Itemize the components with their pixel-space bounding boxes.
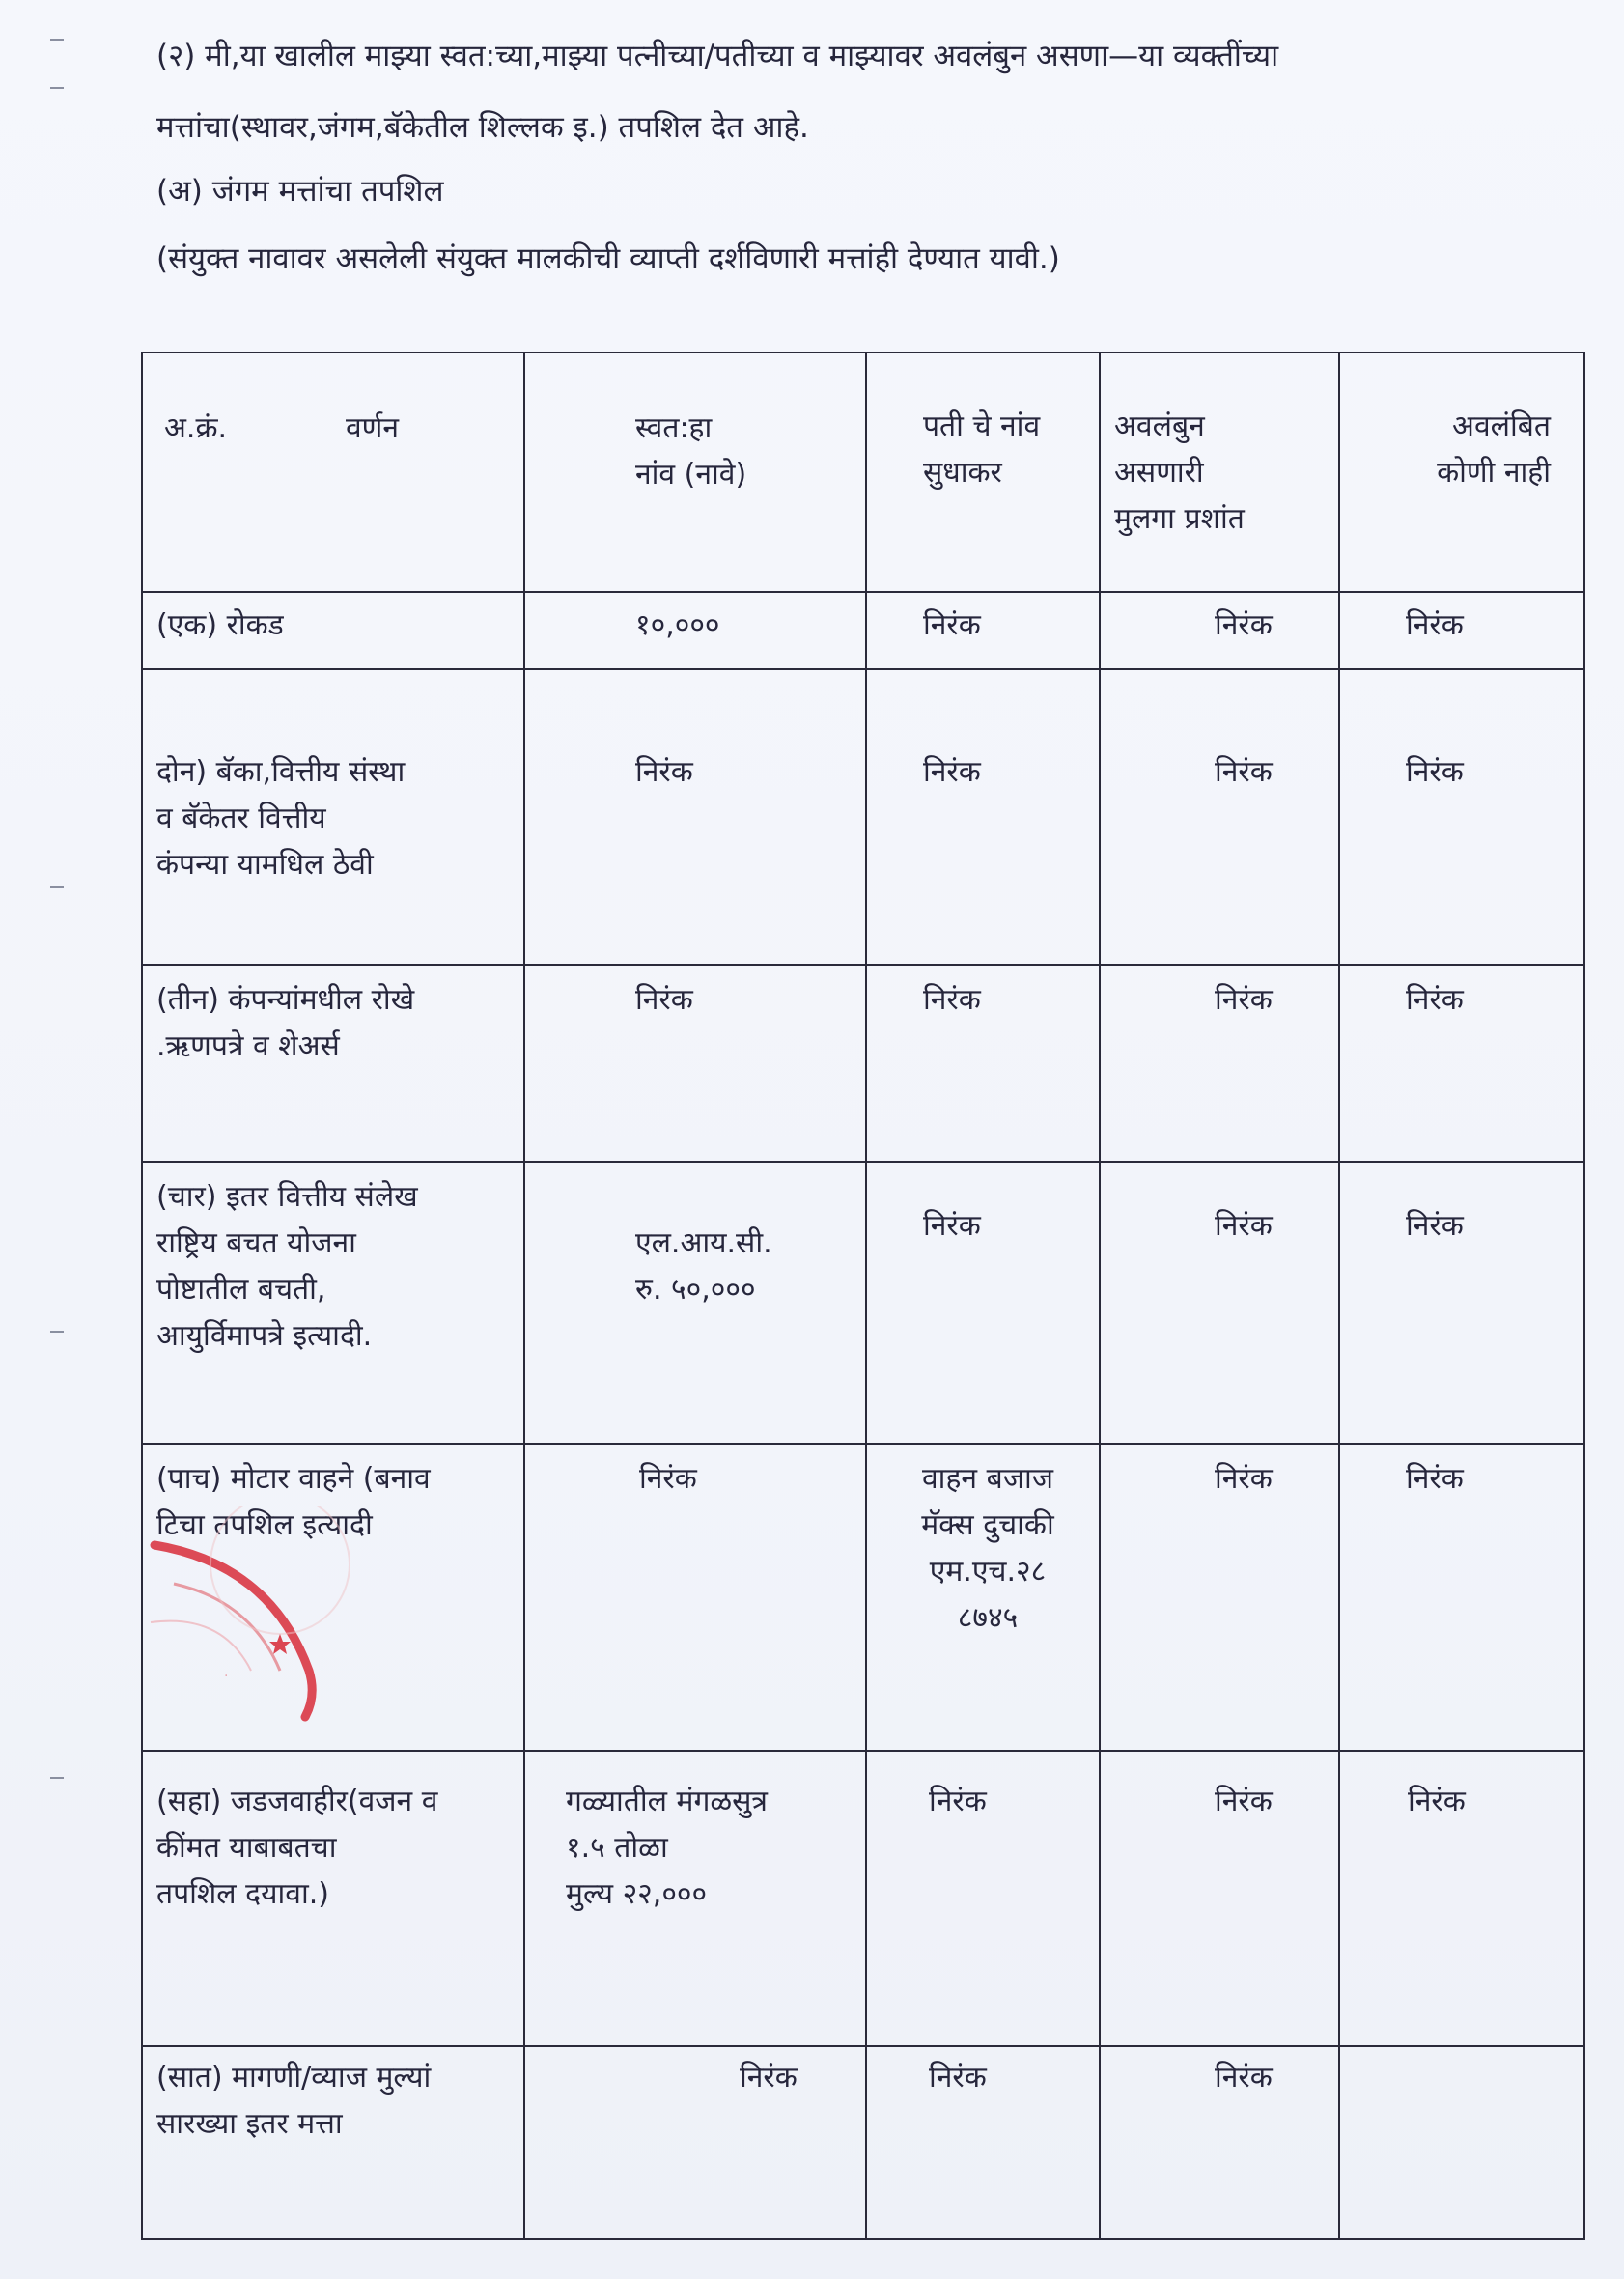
header-spouse: पती चे नांव सुधाकर — [923, 409, 1041, 490]
row-7-self: निरंक — [740, 2061, 798, 2095]
column-rule — [1338, 353, 1340, 2238]
row-2-dependent-2: निरंक — [1406, 755, 1464, 789]
margin-mark — [50, 886, 64, 888]
intro-line-4: (संयुक्त नावावर असलेली संयुक्त मालकीची व्याप्ती दर्शविणारी मत्तांही देण्यात यावी.) — [156, 241, 1060, 276]
row-4-description: (चार) इतर वित्तीय संलेख राष्ट्रिय बचत योजना पोष्टातील बचती, आयुर्विमापत्रे इत्यादी. — [156, 1180, 418, 1353]
row-4-spouse: निरंक — [923, 1209, 981, 1243]
row-6-dependent-1: निरंक — [1215, 1785, 1273, 1818]
row-1-spouse: निरंक — [923, 608, 981, 642]
row-5-description: (पाच) मोटार वाहने (बनाव टिचा तपशिल इत्यादी — [156, 1462, 431, 1542]
row-4-dependent-1: निरंक — [1215, 1209, 1273, 1243]
row-rule — [143, 1161, 1583, 1163]
row-6-description: (सहा) जडजवाहीर(वजन व कींमत याबाबतचा तपशिल दयावा.) — [156, 1785, 438, 1911]
row-rule — [143, 2045, 1583, 2047]
row-1-description: (एक) रोकड — [156, 608, 284, 642]
row-3-description: (तीन) कंपन्यांमधील रोखे .ऋणपत्रे व शेअर्स — [156, 983, 415, 1063]
margin-mark — [50, 39, 64, 41]
row-2-spouse: निरंक — [923, 755, 981, 789]
row-6-spouse: निरंक — [929, 1785, 987, 1818]
row-rule — [143, 1443, 1583, 1445]
row-2-self: निरंक — [635, 755, 693, 789]
margin-mark — [50, 1777, 64, 1779]
row-3-spouse: निरंक — [923, 983, 981, 1017]
row-6-dependent-2: निरंक — [1408, 1785, 1466, 1818]
row-rule — [143, 1750, 1583, 1752]
row-7-spouse: निरंक — [929, 2061, 987, 2095]
row-5-dependent-2: निरंक — [1406, 1462, 1464, 1496]
row-1-self: १०,००० — [635, 608, 720, 642]
row-3-dependent-2: निरंक — [1406, 983, 1464, 1017]
official-seal-stamp — [135, 1506, 386, 1729]
row-rule — [143, 591, 1583, 593]
row-3-dependent-1: निरंक — [1215, 983, 1273, 1017]
column-rule — [523, 353, 525, 2238]
row-2-description: दोन) बॅका,वित्तीय संस्था व बॅकेतर वित्तीय कंपन्या यामधिल ठेवी — [156, 755, 406, 882]
row-7-dependent-1: निरंक — [1215, 2061, 1273, 2095]
column-rule — [1099, 353, 1101, 2238]
row-1-dependent-2: निरंक — [1406, 608, 1464, 642]
row-4-self: एल.आय.सी. रु. ५०,००० — [635, 1226, 772, 1307]
margin-mark — [50, 1331, 64, 1333]
row-7-description: (सात) मागणी/व्याज मुल्यां सारख्या इतर मत्ता — [156, 2061, 432, 2141]
column-rule — [865, 353, 867, 2238]
header-dependent-1: अवलंबुन असणारी मुलगा प्रशांत — [1114, 409, 1245, 536]
row-1-dependent-1: निरंक — [1215, 608, 1273, 642]
intro-line-3: (अ) जंगम मत्तांचा तपशिल — [156, 174, 444, 209]
row-3-self: निरंक — [635, 983, 693, 1017]
header-description: वर्णन — [346, 411, 400, 445]
row-rule — [143, 964, 1583, 966]
svg-text:.: . — [224, 1665, 229, 1680]
header-self: स्वत:हा नांव (नावे) — [635, 411, 747, 492]
header-dependent-2: अवलंबित कोणी नाही — [1437, 409, 1551, 490]
row-6-self: गळ्यातील मंगळसुत्र १.५ तोळा मुल्य २२,००० — [566, 1785, 768, 1911]
movable-assets-table — [141, 352, 1585, 2240]
header-serial: अ.क्रं. — [164, 411, 228, 445]
row-5-spouse: वाहन बजाज मॅक्स दुचाकी एम.एच.२८ ८७४५ — [921, 1462, 1054, 1635]
row-5-dependent-1: निरंक — [1215, 1462, 1273, 1496]
row-5-self: निरंक — [639, 1462, 697, 1496]
row-4-dependent-2: निरंक — [1406, 1209, 1464, 1243]
row-rule — [143, 668, 1583, 670]
intro-line-2: मत्तांचा(स्थावर,जंगम,बॅकेतील शिल्लक इ.) तपशिल देत आहे. — [156, 110, 809, 145]
margin-mark — [50, 87, 64, 89]
intro-line-1: (२) मी,या खालील माझ्या स्वत:च्या,माझ्या पत्नीच्या/पतीच्या व माझ्यावर अवलंबुन असणा—या व्यक्तींच्या — [156, 39, 1279, 73]
row-2-dependent-1: निरंक — [1215, 755, 1273, 789]
